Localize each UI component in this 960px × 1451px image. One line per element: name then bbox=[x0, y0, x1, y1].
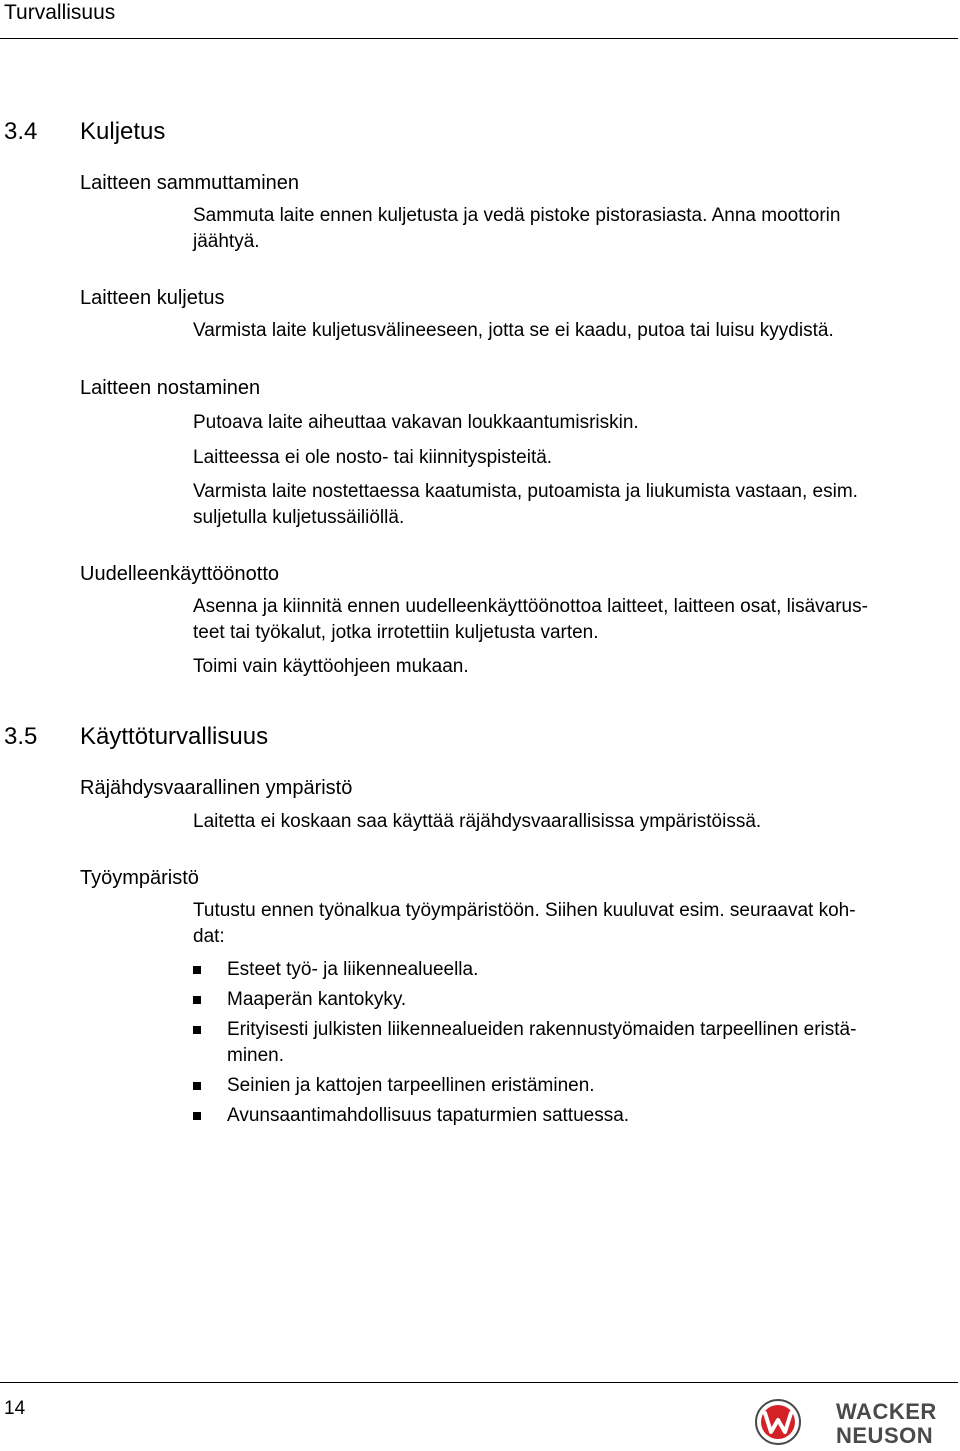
header-title: Turvallisuus bbox=[4, 1, 116, 24]
section-number: 3.5 bbox=[4, 723, 38, 750]
subheading-shutdown: Laitteen sammuttaminen bbox=[80, 172, 300, 194]
list-item-continuation: minen. bbox=[227, 1045, 285, 1066]
wacker-neuson-logo bbox=[752, 1398, 958, 1446]
list-item: Erityisesti julkisten liikennealueiden rakennustyömaiden tarpeellinen eristä- bbox=[227, 1019, 857, 1040]
page-number: 14 bbox=[4, 1398, 26, 1419]
logo-graphic bbox=[752, 1398, 958, 1446]
paragraph: Laitetta ei koskaan saa käyttää räjähdysvaarallisissa ympäristöissä. bbox=[193, 811, 762, 832]
paragraph: jäähtyä. bbox=[193, 231, 260, 252]
section-title: Käyttöturvallisuus bbox=[80, 723, 269, 750]
list-item: Esteet työ- ja liikennealueella. bbox=[227, 959, 479, 980]
subheading-work-environment: Työympäristö bbox=[80, 867, 199, 889]
section-title: Kuljetus bbox=[80, 118, 166, 145]
list-item: Maaperän kantokyky. bbox=[227, 989, 407, 1010]
subheading-transport: Laitteen kuljetus bbox=[80, 287, 225, 309]
list-item: Seinien ja kattojen tarpeellinen eristäminen. bbox=[227, 1075, 595, 1096]
bullet-icon bbox=[193, 966, 201, 974]
footer-rule bbox=[0, 1382, 958, 1383]
paragraph: Varmista laite kuljetusvälineeseen, jotta se ei kaadu, putoa tai luisu kyydistä. bbox=[193, 320, 834, 341]
paragraph: Asenna ja kiinnitä ennen uudelleenkäyttöönottoa laitteet, laitteen osat, lisävarus- bbox=[193, 596, 868, 617]
section-number: 3.4 bbox=[4, 118, 38, 145]
paragraph: teet tai työkalut, jotka irrotettiin kuljetusta varten. bbox=[193, 622, 599, 643]
logo-line2: NEUSON bbox=[836, 1423, 934, 1446]
paragraph: Putoava laite aiheuttaa vakavan loukkaantumisriskin. bbox=[193, 412, 639, 433]
subheading-explosive: Räjähdysvaarallinen ympäristö bbox=[80, 777, 353, 799]
logo-line1: WACKER bbox=[836, 1399, 937, 1424]
bullet-icon bbox=[193, 1082, 201, 1090]
paragraph: Varmista laite nostettaessa kaatumista, putoamista ja liukumista vastaan, esim. bbox=[193, 481, 858, 502]
list-item: Avunsaantimahdollisuus tapaturmien sattuessa. bbox=[227, 1105, 630, 1126]
paragraph: Toimi vain käyttöohjeen mukaan. bbox=[193, 656, 469, 677]
bullet-icon bbox=[193, 996, 201, 1004]
bullet-icon bbox=[193, 1112, 201, 1120]
subheading-recommissioning: Uudelleenkäyttöönotto bbox=[80, 563, 280, 585]
paragraph: dat: bbox=[193, 926, 225, 947]
paragraph: Tutustu ennen työnalkua työympäristöön. Siihen kuuluvat esim. seuraavat koh- bbox=[193, 900, 856, 921]
subheading-lifting: Laitteen nostaminen bbox=[80, 377, 261, 399]
bullet-icon bbox=[193, 1026, 201, 1034]
header-rule bbox=[0, 38, 958, 39]
paragraph: Laitteessa ei ole nosto- tai kiinnityspisteitä. bbox=[193, 447, 553, 468]
paragraph: suljetulla kuljetussäiliöllä. bbox=[193, 507, 405, 528]
paragraph: Sammuta laite ennen kuljetusta ja vedä pistoke pistorasiasta. Anna moottorin bbox=[193, 205, 841, 226]
